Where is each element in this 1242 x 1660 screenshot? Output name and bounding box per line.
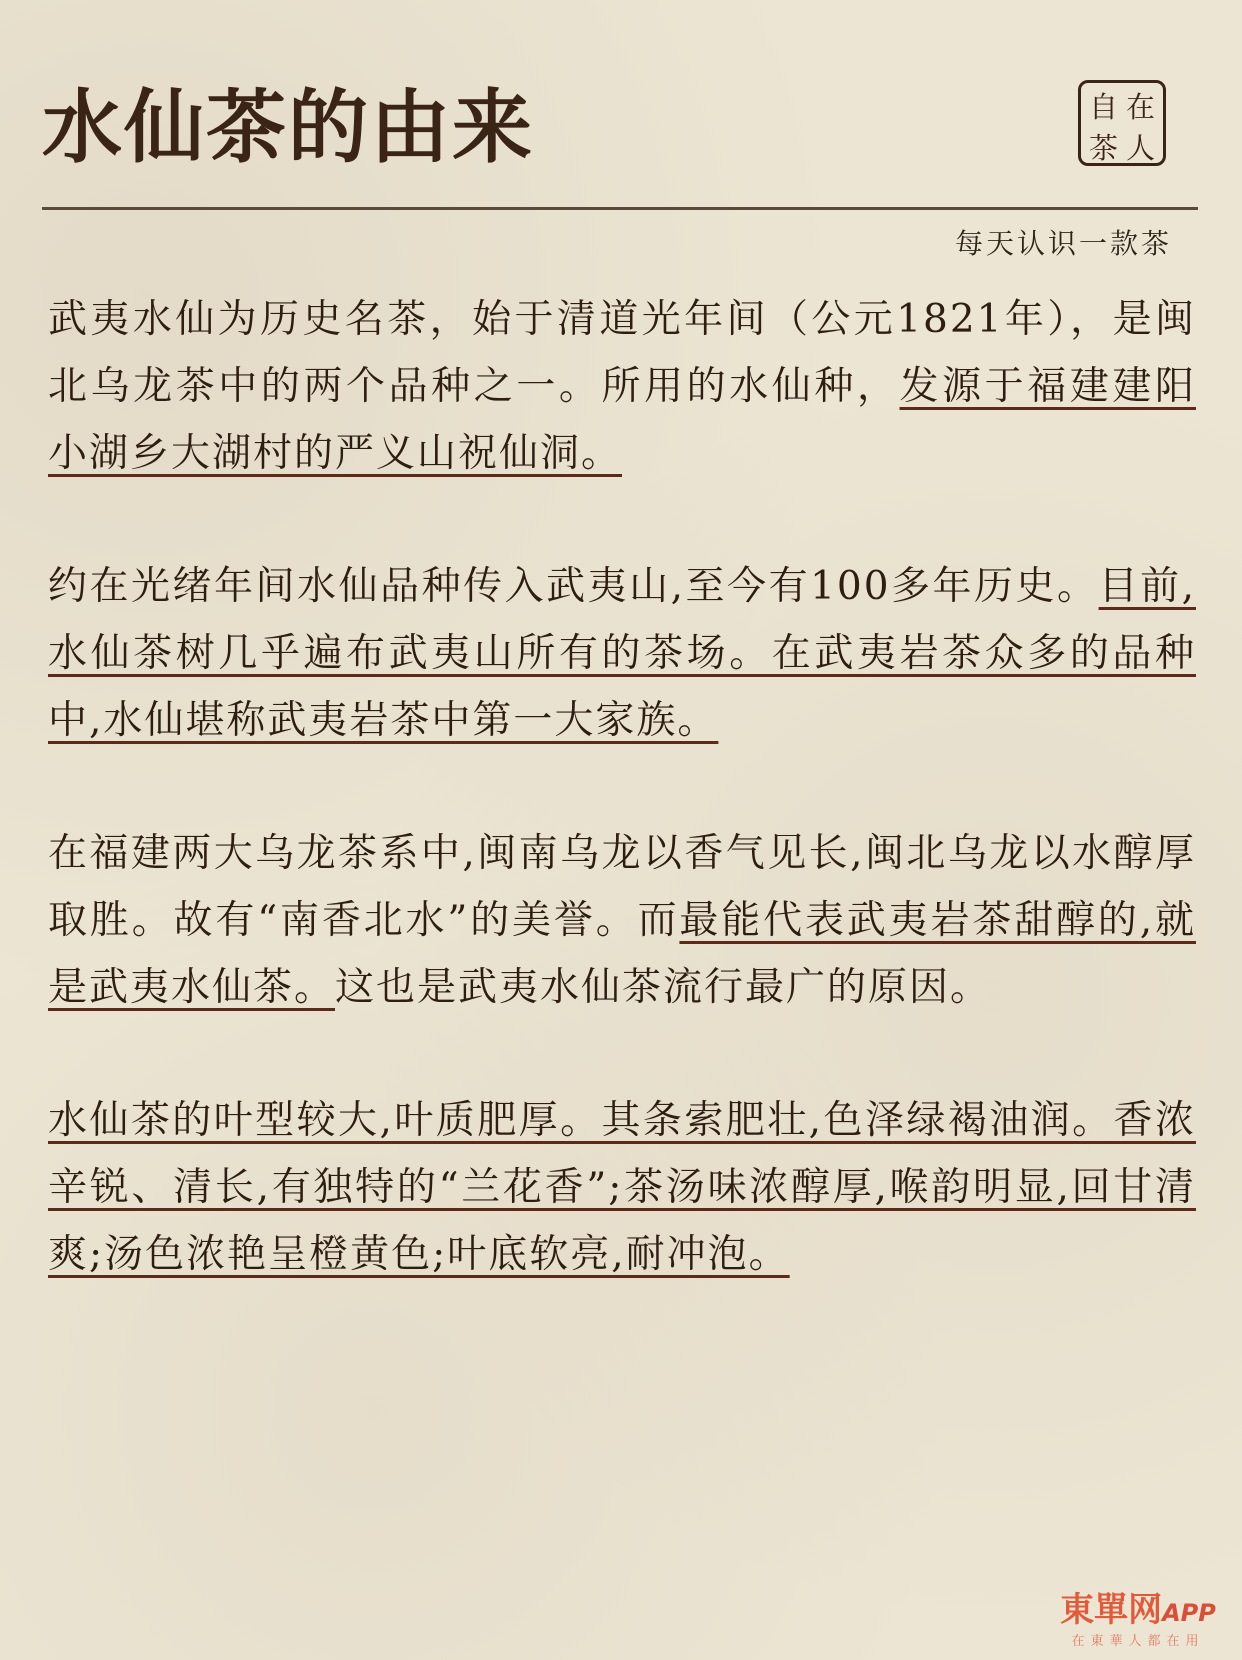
- paragraph-2: [48, 553, 1196, 754]
- underlined-text: 目前,水仙茶树几乎遍布武夷山所有的茶场。在武夷岩茶众多的品种中,水仙堪称武夷岩茶中第一大家族。: [48, 564, 1196, 743]
- text-segment: 武夷水仙为历史名茶，始于清道光年间（公元1821年），是闽北乌龙茶中的两个品种之一。所用的水仙种，: [48, 297, 1196, 409]
- subtitle: 每天认识一款茶: [954, 227, 1172, 260]
- watermark-logo-text: 東單网: [1060, 1590, 1163, 1630]
- seal-char: 自: [1088, 90, 1118, 124]
- paragraph-1: [48, 286, 1196, 487]
- seal-char: 茶: [1088, 131, 1118, 165]
- watermark-app: APP: [1162, 1599, 1216, 1627]
- seal-stamp: [1078, 80, 1166, 166]
- paragraph-4: [48, 1087, 1196, 1288]
- paragraph-3: [48, 820, 1196, 1021]
- watermark-slogan: 在東華人都在用: [1071, 1634, 1205, 1649]
- article-body: [48, 286, 1196, 1354]
- seal-char: 人: [1125, 131, 1155, 165]
- underlined-text: 最能代表武夷岩茶甜醇的,就是武夷水仙茶。: [48, 898, 1196, 1010]
- text-segment: 这也是武夷水仙茶流行最广的原因。: [335, 965, 992, 1010]
- page-title: 水仙茶的由来: [42, 81, 534, 174]
- underlined-text: 发源于福建建阳小湖乡大湖村的严义山祝仙洞。: [48, 364, 1196, 476]
- text-segment: 在福建两大乌龙茶系中,闽南乌龙以香气见长,闽北乌龙以水醇厚取胜。故有“南香北水”的美誉。而: [48, 831, 1196, 943]
- seal-char: 在: [1125, 90, 1155, 124]
- watermark: [1050, 1590, 1226, 1651]
- underlined-text: 水仙茶的叶型较大,叶质肥厚。其条索肥壮,色泽绿褐油润。香浓辛锐、清长,有独特的“兰花香”;茶汤味浓醇厚,喉韵明显,回甘清爽;汤色浓艳呈橙黄色;叶底软亮,耐冲泡。: [48, 1098, 1196, 1277]
- text-segment: 约在光绪年间水仙品种传入武夷山,至今有100多年历史。: [48, 564, 1099, 609]
- watermark-logo: [1050, 1590, 1226, 1633]
- title-divider: [42, 207, 1198, 210]
